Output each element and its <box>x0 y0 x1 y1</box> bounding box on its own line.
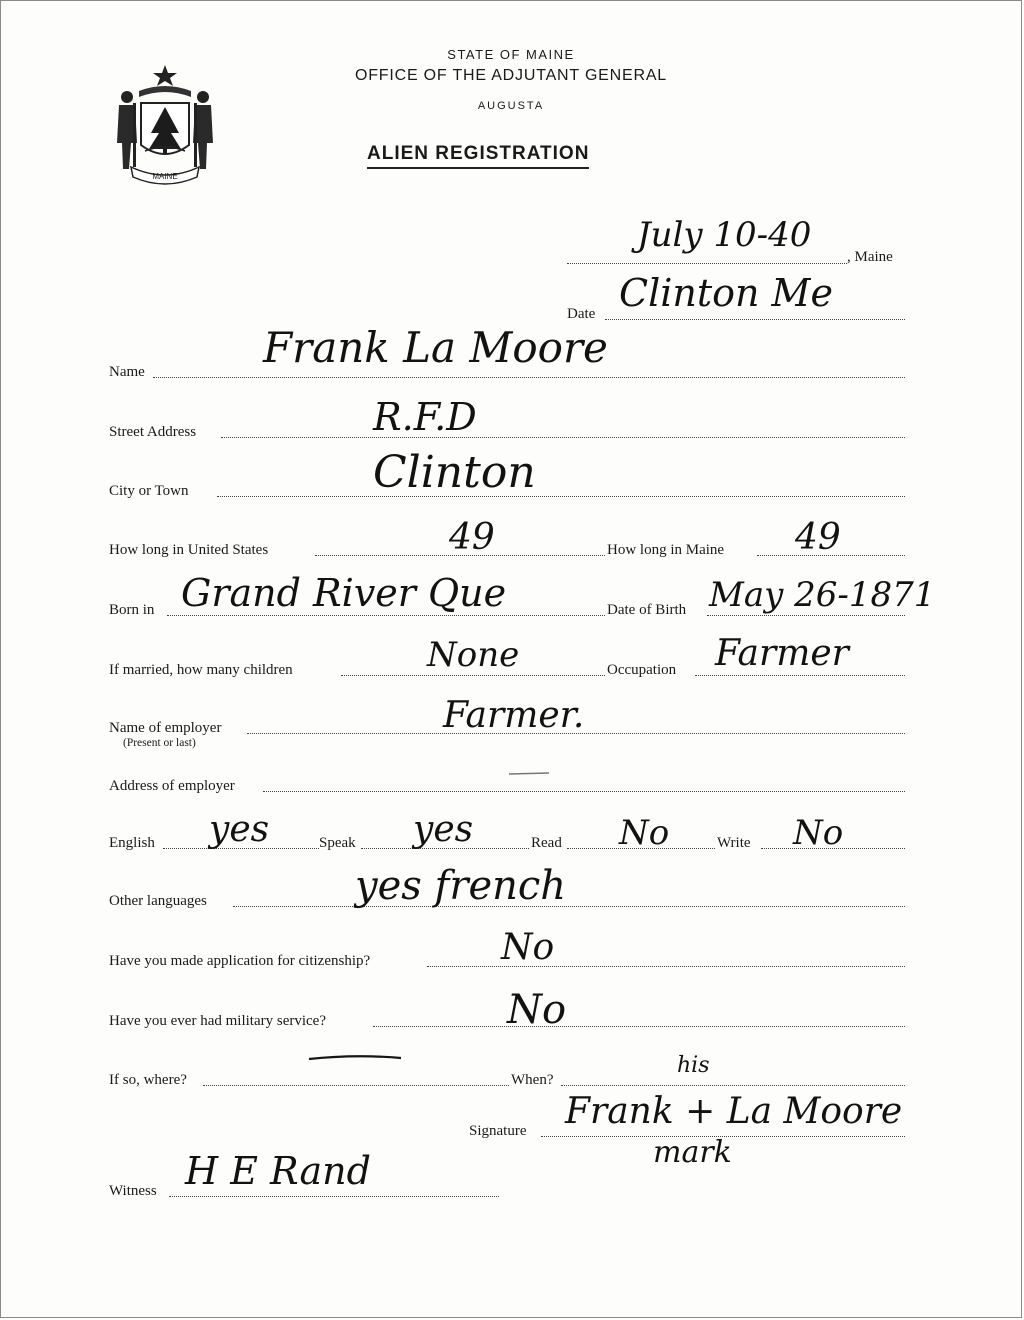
english-entry: yes <box>209 809 270 850</box>
date-entry: July 10-40 <box>637 215 812 255</box>
born-in-entry: Grand River Que <box>181 571 507 615</box>
other-languages-line <box>233 906 905 907</box>
years-us-entry: 49 <box>449 517 495 558</box>
name-label: Name <box>109 364 145 380</box>
read-label: Read <box>531 835 562 851</box>
read-entry: No <box>619 813 670 853</box>
date-place-entry: Clinton Me <box>619 271 833 315</box>
dob-entry: May 26-1871 <box>709 575 936 615</box>
other-languages-label: Other languages <box>109 893 207 909</box>
children-label: If married, how many children <box>109 662 293 678</box>
born-in-label: Born in <box>109 602 155 618</box>
street-entry: R.F.D <box>373 395 477 439</box>
born-in-line <box>167 615 605 616</box>
employer-address-blank-stroke <box>509 771 549 777</box>
maine-state-seal-icon <box>109 59 221 187</box>
date-place-line <box>605 319 905 320</box>
children-line <box>341 675 605 676</box>
where-label: If so, where? <box>109 1072 187 1088</box>
date-label: Date <box>567 306 596 322</box>
form-title: ALIEN REGISTRATION <box>367 143 589 169</box>
write-entry: No <box>793 813 844 853</box>
witness-entry: H E Rand <box>185 1149 371 1193</box>
signature-mark-entry: mark <box>653 1135 732 1170</box>
name-line <box>153 377 905 378</box>
where-line <box>203 1085 509 1086</box>
employer-address-line <box>263 791 905 792</box>
employer-sub-label: (Present or last) <box>123 737 196 749</box>
name-entry: Frank La Moore <box>263 323 608 372</box>
military-entry: No <box>507 987 567 1033</box>
children-entry: None <box>427 635 520 675</box>
how-long-maine-label: How long in Maine <box>607 542 725 558</box>
occupation-line <box>695 675 905 676</box>
when-line <box>561 1085 905 1086</box>
where-blank-stroke <box>309 1053 401 1063</box>
years-maine-entry: 49 <box>795 517 841 558</box>
street-line <box>221 437 905 438</box>
employer-label: Name of employer <box>109 720 222 736</box>
other-languages-entry: yes french <box>355 863 567 909</box>
occupation-label: Occupation <box>607 662 677 678</box>
signature-his-entry: his <box>677 1053 710 1078</box>
witness-label: Witness <box>109 1183 157 1199</box>
street-label: Street Address <box>109 424 197 440</box>
header-city: AUGUSTA <box>477 100 545 112</box>
city-label: City or Town <box>109 483 189 499</box>
english-label: English <box>109 835 155 851</box>
employer-address-label: Address of employer <box>109 778 235 794</box>
city-entry: Clinton <box>373 447 536 498</box>
header-state: STATE OF MAINE <box>447 47 575 62</box>
header-office: OFFICE OF THE ADJUTANT GENERAL <box>354 67 668 84</box>
city-line <box>217 496 905 497</box>
citizenship-entry: No <box>501 927 555 968</box>
how-long-us-label: How long in United States <box>109 542 269 558</box>
signature-label: Signature <box>469 1123 527 1139</box>
occupation-entry: Farmer <box>715 633 849 674</box>
maine-label: , Maine <box>847 249 893 265</box>
military-label: Have you ever had military service? <box>109 1013 326 1029</box>
military-line <box>373 1026 905 1027</box>
speak-entry: yes <box>413 809 474 850</box>
speak-label: Speak <box>319 835 356 851</box>
citizenship-line <box>427 966 905 967</box>
witness-line <box>169 1196 499 1197</box>
employer-entry: Farmer. <box>443 695 585 736</box>
write-label: Write <box>717 835 751 851</box>
when-label: When? <box>511 1072 554 1088</box>
dob-label: Date of Birth <box>607 602 687 618</box>
dob-line <box>707 615 905 616</box>
svg-text:MAINE: MAINE <box>152 172 178 181</box>
citizenship-label: Have you made application for citizenship? <box>109 953 371 969</box>
signature-entry: Frank + La Moore <box>565 1091 903 1132</box>
date-line <box>567 263 847 264</box>
